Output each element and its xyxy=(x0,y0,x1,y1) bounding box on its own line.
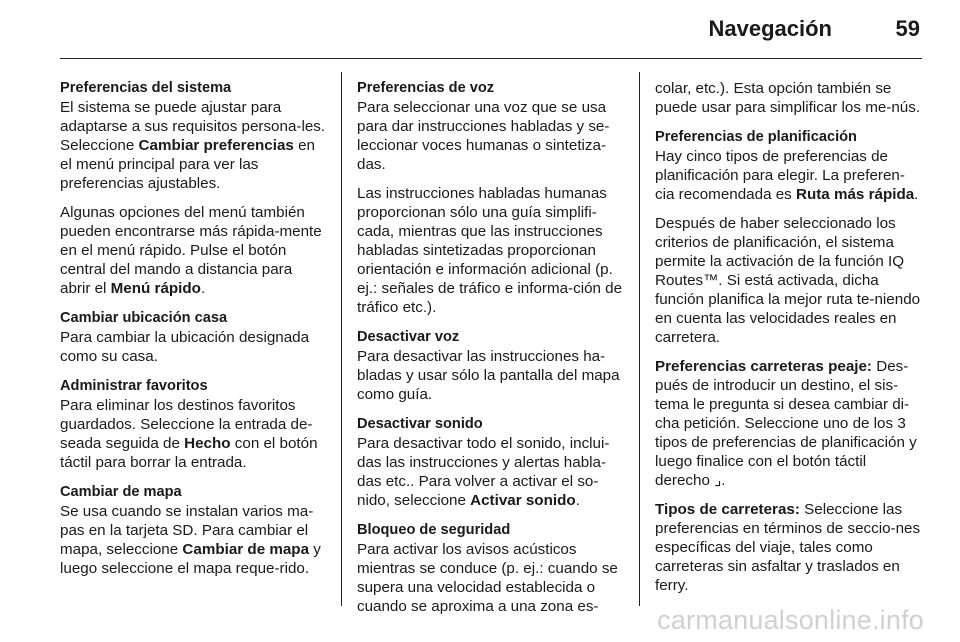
section-heading: Bloqueo de seguridad xyxy=(357,522,511,538)
paragraph xyxy=(60,203,326,298)
paragraph xyxy=(60,98,326,193)
section-change-map xyxy=(60,483,326,578)
text: Des-pués de introducir un destino, el sis-tema le pregunta si desea cambiar di-cha petición. Seleccione uno de los 3 tipos de preferencias de planificación y luego finalice con el botón táctil derecho ⌟. xyxy=(655,358,917,489)
text: Seleccione las preferencias en términos de seccio-nes específicas del viaje, tales como carreteras sin asfaltar y traslados en ferry. xyxy=(655,501,921,594)
section-heading: Desactivar sonido xyxy=(357,416,483,432)
text: Hay cinco tipos de preferencias de planificación para elegir. La preferen-cia recomendada es xyxy=(655,148,905,203)
section-heading: Desactivar voz xyxy=(357,329,460,345)
text: con el botón táctil para borrar la entrada. xyxy=(60,435,318,471)
paragraph: Para seleccionar una voz que se usa para dar instrucciones habladas y se-leccionar voces humanas o sintetiza-das. xyxy=(357,99,610,173)
section-heading: Preferencias del sistema xyxy=(60,80,232,96)
section-heading: Administrar favoritos xyxy=(60,378,208,394)
section-disable-sound xyxy=(357,415,623,510)
section-heading: Cambiar de mapa xyxy=(60,484,182,500)
paragraph xyxy=(60,396,326,472)
paragraph: colar, etc.). Esta opción también se puede usar para simplificar los me-nús. xyxy=(655,80,921,116)
section-system-preferences xyxy=(60,79,326,298)
header-rule xyxy=(60,58,922,59)
text: Para desactivar todo el sonido, inclui-das las instrucciones y alertas habla-das etc.. Para volver a activar el so-nido, seleccione xyxy=(357,435,610,509)
paragraph: Las instrucciones habladas humanas proporcionan sólo una guía simplifi-cada, mientras que las instrucciones habladas sintetizadas proporcionan orientación e información adicional (p. ej.: señales de tráfico e informa-ción de tráfico etc.). xyxy=(357,185,623,316)
text: . xyxy=(914,186,919,203)
bold-term: Tipos de carreteras: xyxy=(655,501,800,518)
text: Para eliminar los destinos favoritos guardados. Seleccione la entrada de-seada seguida de xyxy=(60,397,313,452)
section-voice-preferences xyxy=(357,79,623,317)
paragraph: Después de haber seleccionado los criterios de planificación, el sistema permite la activación de la función IQ Routes™. Si está activada, dicha función planifica la mejor ruta te-niendo en cuenta las velocidades reales en carretera. xyxy=(655,215,921,346)
bold-term: Preferencias carreteras peaje: xyxy=(655,358,872,375)
paragraph: Para desactivar las instrucciones ha-bladas y usar sólo la pantalla del mapa como guía. xyxy=(357,348,620,403)
section-disable-voice xyxy=(357,328,623,404)
paragraph: Para activar los avisos acústicos mientras se conduce (p. ej.: cuando se supera una velocidad establecida o cuando se aproxima a una zona es- xyxy=(357,541,618,615)
page-number: 59 xyxy=(895,16,920,41)
column-2 xyxy=(357,79,623,616)
text: en el menú principal para ver las preferencias ajustables. xyxy=(60,137,315,192)
section-continued xyxy=(655,79,921,117)
paragraph xyxy=(655,500,921,595)
bold-term: Hecho xyxy=(184,435,231,452)
section-safety-lock xyxy=(357,521,623,616)
text: Se usa cuando se instalan varios ma-pas en la tarjeta SD. Para cambiar el mapa, seleccione xyxy=(60,503,314,558)
text: . xyxy=(575,492,580,509)
bold-term: Menú rápido xyxy=(110,280,201,297)
text: El sistema se puede ajustar para adaptarse a sus requisitos persona-les. Seleccione xyxy=(60,99,326,154)
section-planning-preferences xyxy=(655,128,921,595)
text: Algunas opciones del menú también pueden encontrarse más rápida-mente en el menú rápido. Pulse el botón central del mando a distancia para abrir el xyxy=(60,204,322,297)
watermark: carmanualsonline.info xyxy=(657,605,924,635)
bold-term: Cambiar de mapa xyxy=(182,541,310,558)
section-heading: Cambiar ubicación casa xyxy=(60,310,228,326)
paragraph xyxy=(357,434,623,510)
bold-term: Cambiar preferencias xyxy=(138,137,294,154)
paragraph xyxy=(655,147,921,204)
section-manage-favorites xyxy=(60,377,326,472)
bold-term: Activar sonido xyxy=(470,492,576,509)
paragraph xyxy=(60,502,326,578)
column-3 xyxy=(655,79,921,595)
column-divider-2 xyxy=(639,72,640,606)
section-heading: Preferencias de planificación xyxy=(655,129,857,145)
paragraph xyxy=(655,357,921,490)
text: . xyxy=(200,280,206,297)
column-divider-1 xyxy=(341,72,342,606)
section-change-home xyxy=(60,309,326,366)
page-header xyxy=(0,0,960,58)
column-1 xyxy=(60,79,326,578)
text: y luego seleccione el mapa reque-rido. xyxy=(60,541,321,577)
section-heading: Preferencias de voz xyxy=(357,80,495,96)
paragraph: Para cambiar la ubicación designada como su casa. xyxy=(60,329,310,365)
page-title: Navegación xyxy=(708,16,832,41)
bold-term: Ruta más rápida xyxy=(796,186,915,203)
